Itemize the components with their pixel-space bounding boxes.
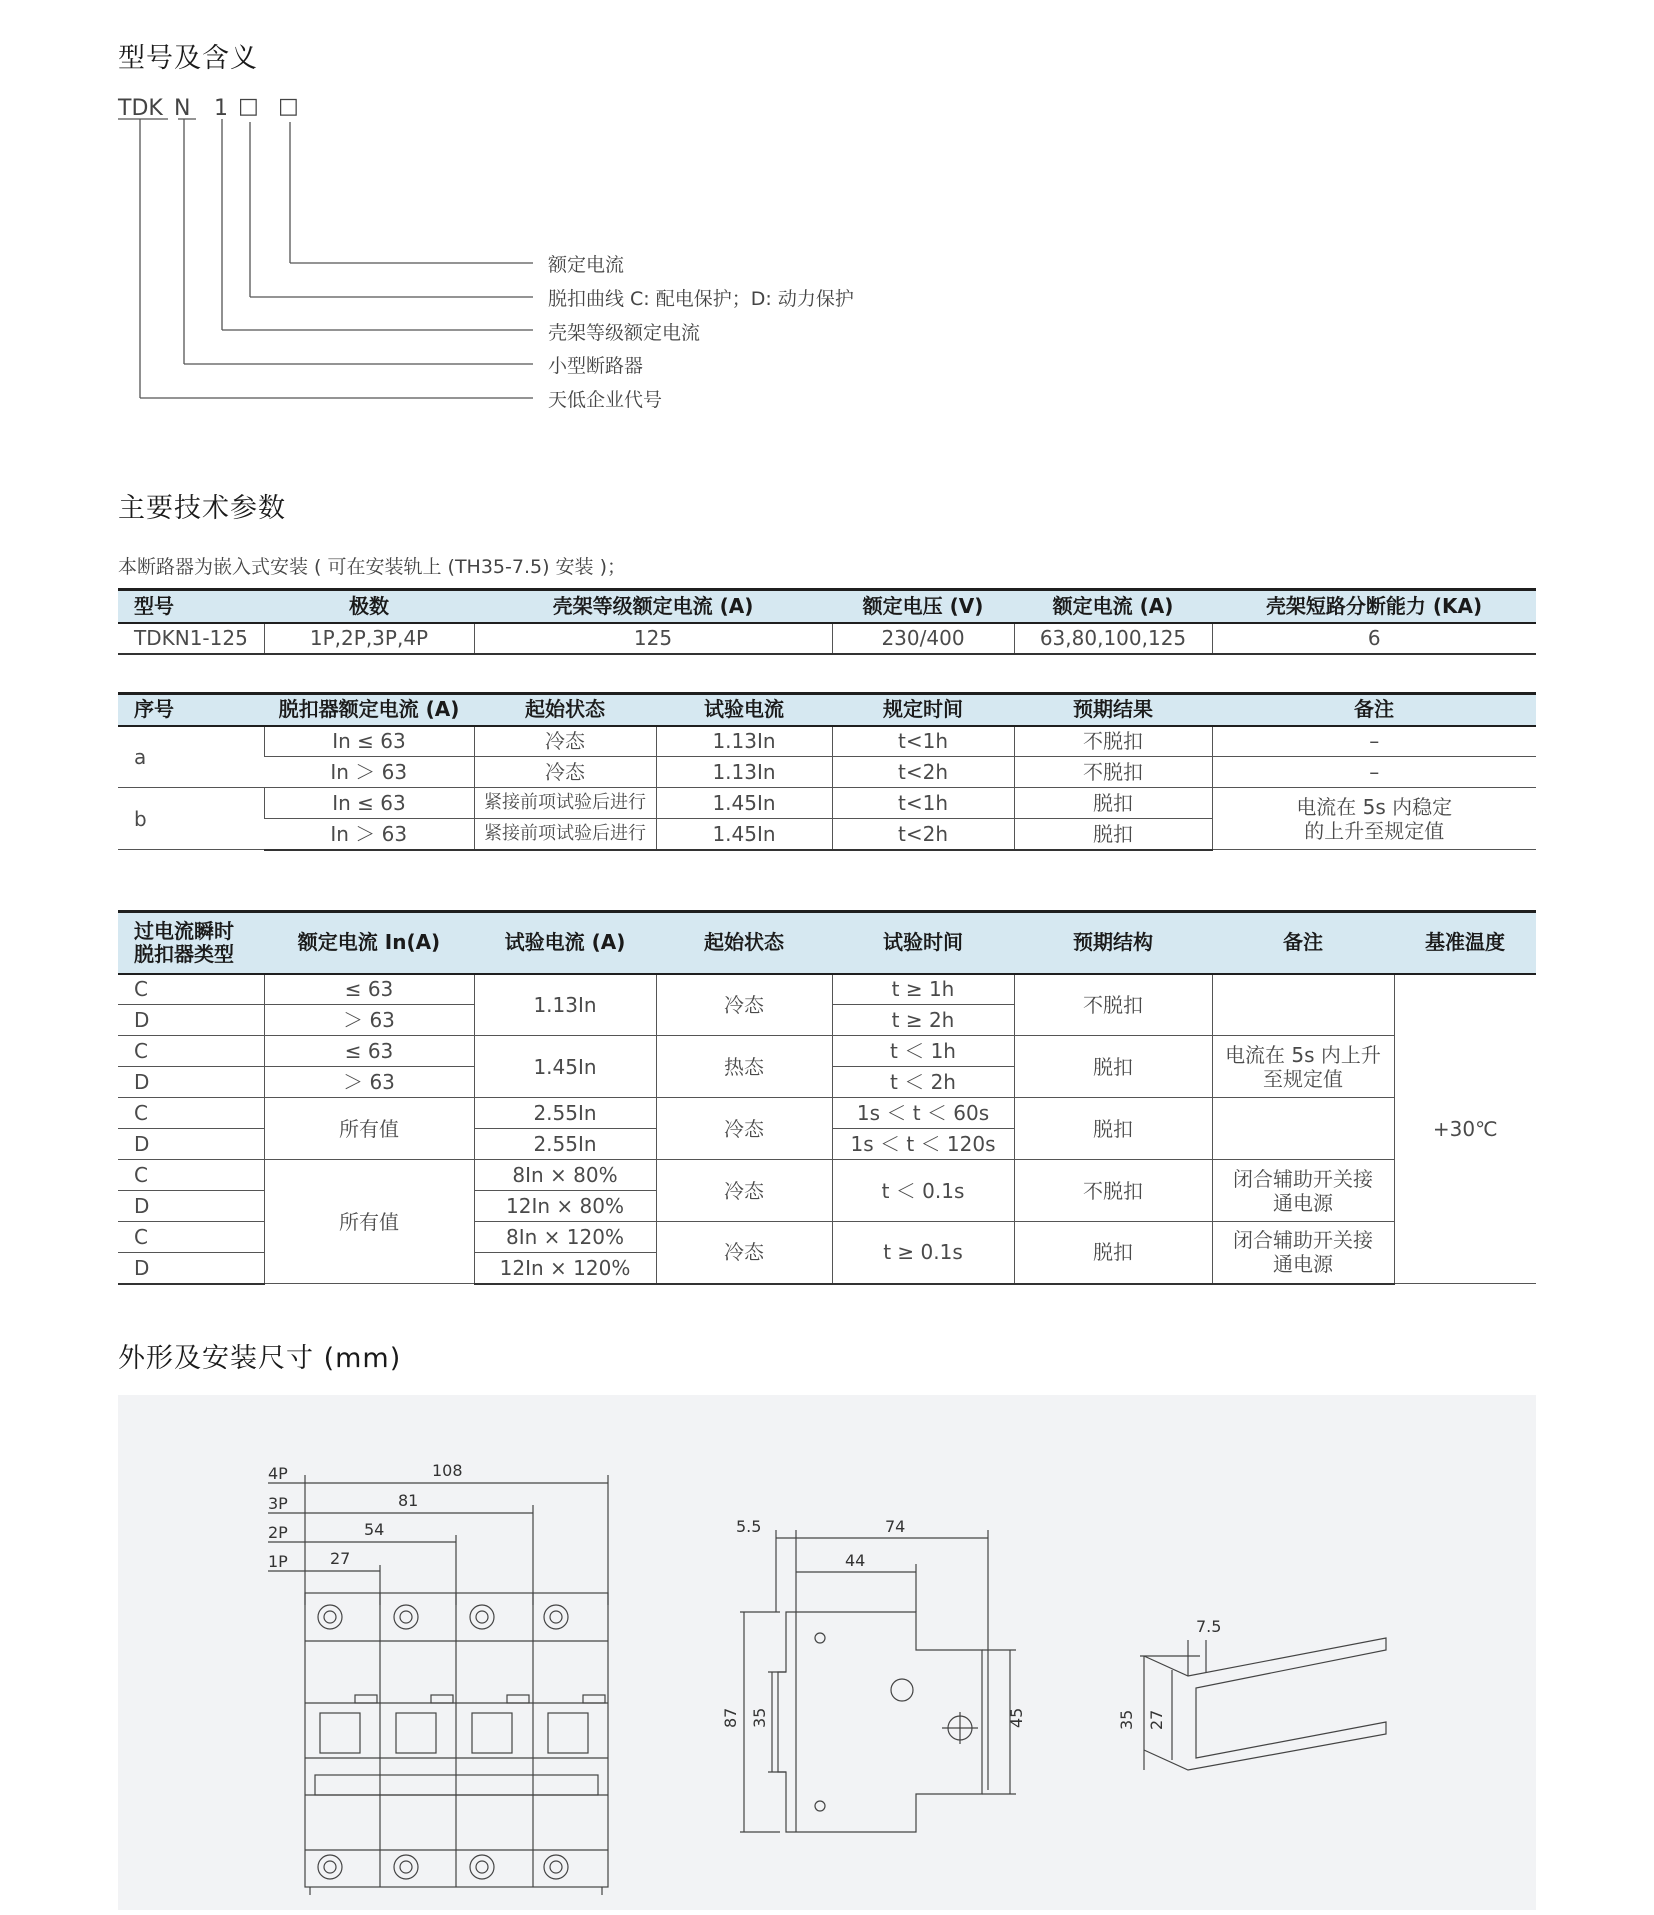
th-poles: 极数 (264, 590, 474, 623)
td-remark (1212, 1036, 1394, 1098)
td-remark (1212, 1222, 1394, 1284)
dim-rail-35: 35 (1117, 1709, 1136, 1730)
td-rated-voltage: 230/400 (832, 623, 1014, 654)
th-test-current: 试验电流 (656, 694, 832, 726)
td-rated: ≤ 63 (264, 974, 474, 1005)
td-current: 8In × 120% (474, 1222, 656, 1253)
td-cell: – (1212, 757, 1536, 788)
td-type: C (118, 1222, 264, 1253)
td-group-b: b (118, 788, 264, 850)
pole-label-4p: 4P (268, 1464, 288, 1483)
td-cell: 脱扣 (1014, 819, 1212, 850)
td-result: 脱扣 (1014, 1222, 1212, 1284)
td-current: 12In × 120% (474, 1253, 656, 1284)
td-rated: ≤ 63 (264, 1036, 474, 1067)
td-group-a: a (118, 726, 264, 788)
th-reference-temp: 基准温度 (1394, 912, 1536, 974)
td-cell: In ＞ 63 (264, 819, 474, 850)
td-cell: In ≤ 63 (264, 726, 474, 757)
td-remark-line1: 闭合辅助开关接 (1233, 1166, 1373, 1191)
td-reference-temp: +30℃ (1394, 974, 1536, 1284)
td-cell: 冷态 (474, 726, 656, 757)
td-b-remark (1212, 788, 1536, 850)
th-model: 型号 (118, 590, 264, 623)
td-time: 1s ＜ t ＜ 120s (832, 1129, 1014, 1160)
spec-table-instantaneous-test (118, 910, 1536, 1285)
dim-81: 81 (398, 1491, 419, 1510)
td-state: 冷态 (656, 1222, 832, 1284)
td-frame-current: 125 (474, 623, 832, 654)
td-remark-line1: 电流在 5s 内上升 (1225, 1042, 1381, 1067)
td-time: t ＜ 2h (832, 1067, 1014, 1098)
annotation-trip-curve: 脱扣曲线 C: 配电保护；D: 动力保护 (548, 288, 854, 310)
spec-table-thermal-test (118, 692, 1536, 851)
td-remark-line2: 通电源 (1273, 1252, 1333, 1277)
model-code-leader-lines (0, 0, 900, 420)
model-code-box1: □ (238, 94, 259, 119)
td-current: 2.55In (474, 1098, 656, 1129)
td-cell: 冷态 (474, 757, 656, 788)
td-result: 脱扣 (1014, 1098, 1212, 1160)
dim-87: 87 (721, 1707, 740, 1728)
td-rated: 所有值 (264, 1098, 474, 1160)
td-result: 不脱扣 (1014, 974, 1212, 1036)
din-rail-drawing (1110, 1610, 1410, 1790)
annotation-frame-current: 壳架等级额定电流 (548, 322, 701, 344)
td-model: TDKN1-125 (118, 623, 264, 654)
td-cell: t<2h (832, 819, 1014, 850)
th-start-state: 起始状态 (474, 694, 656, 726)
td-rated: ＞ 63 (264, 1067, 474, 1098)
section-title-model: 型号及含义 (118, 43, 258, 74)
td-state: 冷态 (656, 1098, 832, 1160)
front-view-drawing (250, 1455, 630, 1915)
td-rated: 所有值 (264, 1160, 474, 1284)
model-code-one: 1 (214, 96, 228, 121)
dim-54: 54 (364, 1520, 385, 1539)
th-breaking-capacity: 壳架短路分断能力 (KA) (1212, 590, 1536, 623)
td-type: D (118, 1005, 264, 1036)
th-seq: 序号 (118, 694, 264, 726)
dim-108: 108 (432, 1461, 463, 1480)
td-result: 脱扣 (1014, 1036, 1212, 1098)
td-cell: 1.45In (656, 819, 832, 850)
td-breaking-capacity: 6 (1212, 623, 1536, 654)
td-type: D (118, 1191, 264, 1222)
th-remark: 备注 (1212, 694, 1536, 726)
td-cell: t<2h (832, 757, 1014, 788)
td-rated: ＞ 63 (264, 1005, 474, 1036)
th-release-type-line1: 过电流瞬时 (134, 918, 234, 943)
annotation-rated-current: 额定电流 (548, 254, 625, 276)
install-note: 本断路器为嵌入式安装 ( 可在安装轨上 (TH35-7.5) 安装 )； (118, 556, 626, 578)
model-code-n: N (174, 96, 191, 121)
td-time: t ＜ 1h (832, 1036, 1014, 1067)
td-time: t ＜ 0.1s (832, 1160, 1014, 1222)
td-result: 不脱扣 (1014, 1160, 1212, 1222)
th-remark: 备注 (1212, 912, 1394, 974)
th-specified-time: 规定时间 (832, 694, 1014, 726)
td-remark-empty (1212, 1098, 1394, 1160)
td-b-remark-line2: 的上升至规定值 (1304, 818, 1445, 843)
td-state: 冷态 (656, 1160, 832, 1222)
pole-label-3p: 3P (268, 1494, 288, 1513)
td-poles: 1P,2P,3P,4P (264, 623, 474, 654)
td-remark (1212, 1160, 1394, 1222)
th-rated-in: 额定电流 In(A) (264, 912, 474, 974)
th-release-current: 脱扣器额定电流 (A) (264, 694, 474, 726)
td-cell: 1.45In (656, 788, 832, 819)
td-type: D (118, 1129, 264, 1160)
dim-74: 74 (885, 1517, 906, 1536)
th-start-state: 起始状态 (656, 912, 832, 974)
pole-label-2p: 2P (268, 1523, 288, 1542)
td-cell: t<1h (832, 788, 1014, 819)
td-type: C (118, 1160, 264, 1191)
td-remark-empty (1212, 974, 1394, 1036)
th-rated-voltage: 额定电压 (V) (832, 590, 1014, 623)
dim-45: 45 (1007, 1707, 1026, 1728)
td-type: C (118, 974, 264, 1005)
td-current: 1.13In (474, 974, 656, 1036)
dim-35: 35 (750, 1707, 769, 1728)
section-title-specs: 主要技术参数 (118, 493, 286, 524)
td-time: t ≥ 2h (832, 1005, 1014, 1036)
th-expected-structure: 预期结构 (1014, 912, 1212, 974)
td-state: 热态 (656, 1036, 832, 1098)
dim-7-5: 7.5 (1196, 1617, 1222, 1636)
td-rated-current: 63,80,100,125 (1014, 623, 1212, 654)
th-test-time: 试验时间 (832, 912, 1014, 974)
td-current: 12In × 80% (474, 1191, 656, 1222)
td-time: t ≥ 0.1s (832, 1222, 1014, 1284)
td-state: 冷态 (656, 974, 832, 1036)
model-code-box2: □ (278, 94, 299, 119)
dim-5-5: 5.5 (736, 1517, 762, 1536)
td-current: 1.45In (474, 1036, 656, 1098)
section-title-dimensions: 外形及安装尺寸 (mm) (118, 1343, 402, 1374)
annotation-mcb: 小型断路器 (548, 355, 644, 377)
td-cell: 1.13In (656, 757, 832, 788)
th-expected-result: 预期结果 (1014, 694, 1212, 726)
td-time: t ≥ 1h (832, 974, 1014, 1005)
annotation-company-code: 天低企业代号 (548, 389, 663, 411)
td-cell: 1.13In (656, 726, 832, 757)
td-current: 2.55In (474, 1129, 656, 1160)
td-b-remark-line1: 电流在 5s 内稳定 (1296, 794, 1453, 819)
td-cell: t<1h (832, 726, 1014, 757)
td-time: 1s ＜ t ＜ 60s (832, 1098, 1014, 1129)
td-type: C (118, 1098, 264, 1129)
model-code-prefix: TDK (118, 96, 163, 121)
td-cell: 紧接前项试验后进行 (474, 819, 656, 850)
td-cell: In ≤ 63 (264, 788, 474, 819)
pole-label-1p: 1P (268, 1552, 288, 1571)
td-cell: 不脱扣 (1014, 726, 1212, 757)
td-cell: 紧接前项试验后进行 (474, 788, 656, 819)
spec-table-general (118, 588, 1536, 655)
td-type: D (118, 1253, 264, 1284)
td-remark-line1: 闭合辅助开关接 (1233, 1228, 1373, 1253)
td-remark-line2: 至规定值 (1263, 1066, 1343, 1091)
td-remark-line2: 通电源 (1273, 1190, 1333, 1215)
td-cell: 不脱扣 (1014, 757, 1212, 788)
td-type: D (118, 1067, 264, 1098)
th-rated-current: 额定电流 (A) (1014, 590, 1212, 623)
side-view-drawing (720, 1500, 1050, 1840)
dim-rail-27: 27 (1147, 1709, 1166, 1730)
td-type: C (118, 1036, 264, 1067)
th-test-current: 试验电流 (A) (474, 912, 656, 974)
dim-27: 27 (330, 1549, 351, 1568)
td-cell: In ＞ 63 (264, 757, 474, 788)
th-frame-current: 壳架等级额定电流 (A) (474, 590, 832, 623)
dim-44: 44 (845, 1551, 866, 1570)
td-cell: – (1212, 726, 1536, 757)
th-release-type-line2: 脱扣器类型 (134, 941, 234, 966)
td-current: 8In × 80% (474, 1160, 656, 1191)
th-release-type (118, 912, 264, 974)
td-cell: 脱扣 (1014, 788, 1212, 819)
